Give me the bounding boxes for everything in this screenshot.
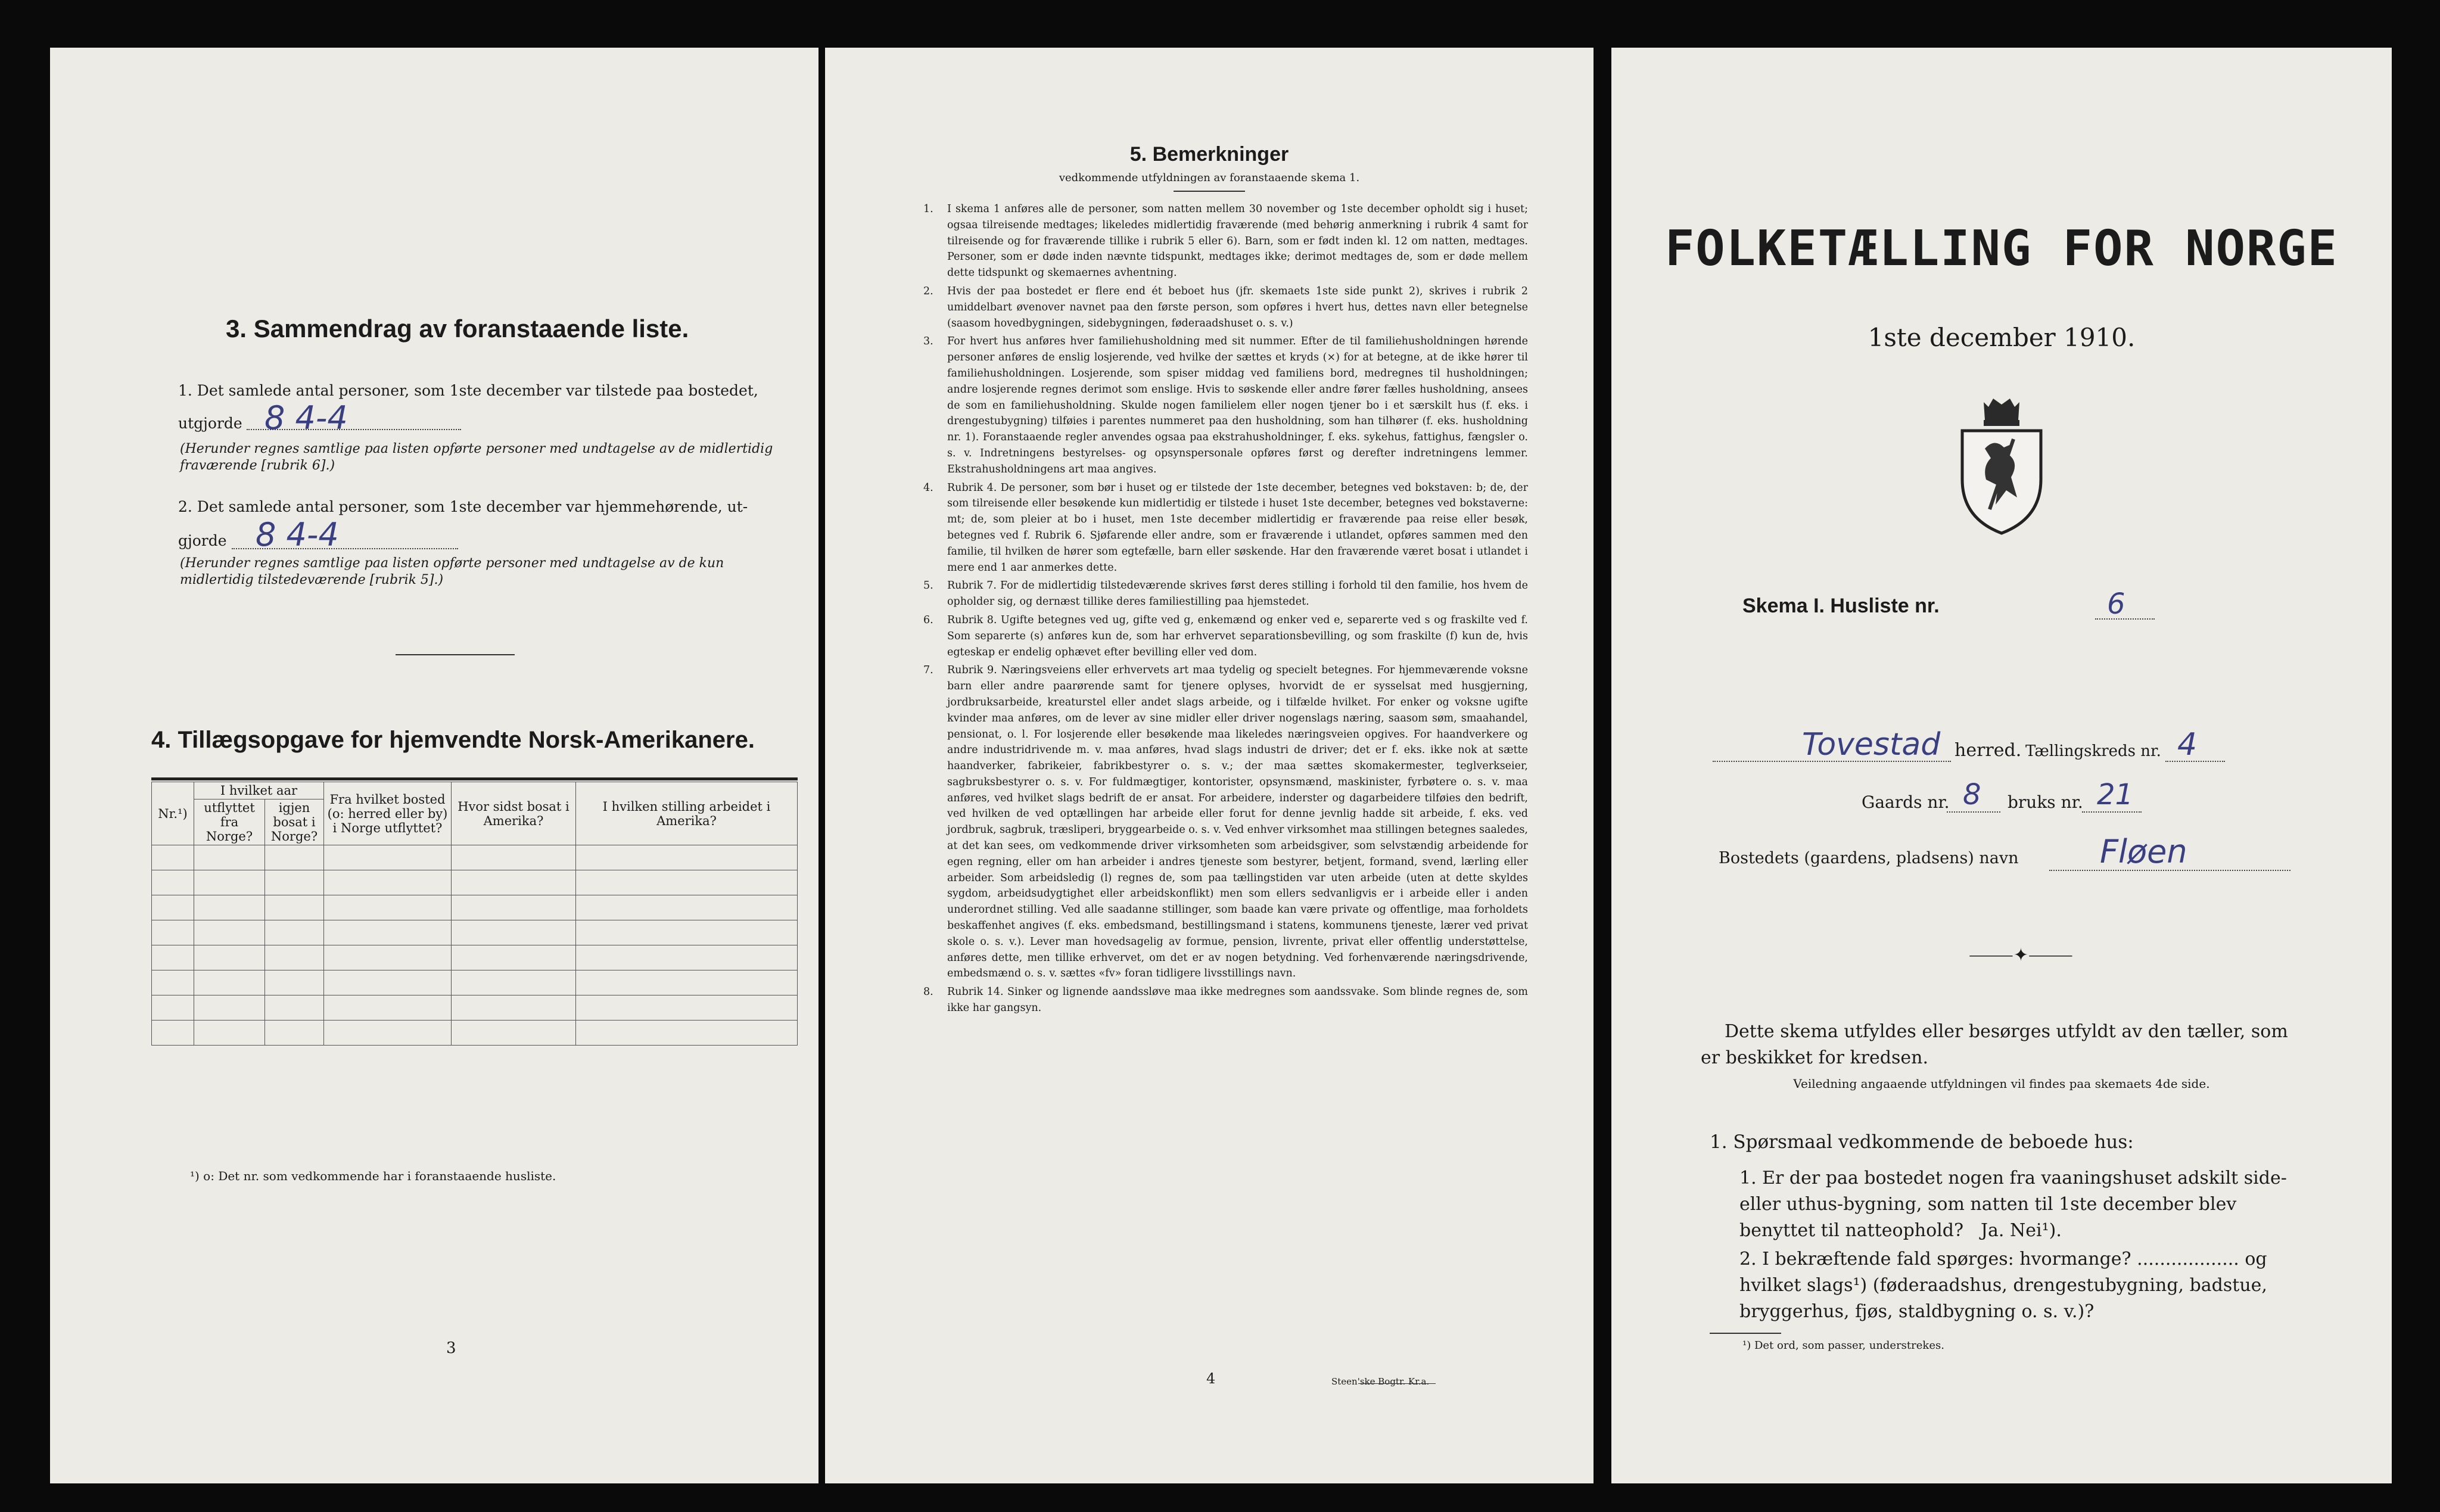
remark-number: 5. bbox=[923, 580, 933, 592]
table-row bbox=[152, 920, 798, 945]
remarks-subheading: vedkommende utfyldningen av foranstaaende skema 1. bbox=[1059, 172, 1360, 184]
herred-label: herred. bbox=[1955, 740, 2022, 761]
item1-utgjorde: utgjorde bbox=[178, 415, 242, 432]
remark-text: Rubrik 7. For de midlertidig tilstedeværende skrives først deres stilling i forhold til den familie, hos hvem de opholder sig, og dernæst tillike deres familiestilling paa hjemstedet. bbox=[947, 580, 1528, 608]
item1-text: 1. Det samlede antal personer, som 1ste december var tilstede paa bostedet, bbox=[178, 382, 758, 399]
remark-number: 1. bbox=[923, 203, 933, 215]
table-top-rule bbox=[151, 777, 798, 780]
table-footnote: ¹) o: Det nr. som vedkommende har i foranstaaende husliste. bbox=[190, 1169, 556, 1183]
page-number: 3 bbox=[446, 1339, 456, 1357]
herred-value: Tovestad bbox=[1802, 727, 1941, 763]
question-1-answer: Ja. Nei¹). bbox=[1981, 1220, 2062, 1241]
item1-value: 8 4-4 bbox=[264, 399, 348, 437]
guidance-text: Veiledning angaaende utfyldningen vil findes paa skemaets 4de side. bbox=[1793, 1077, 2210, 1091]
form-date: 1ste december 1910. bbox=[1868, 323, 2136, 352]
item2-value: 8 4-4 bbox=[256, 516, 339, 553]
gaards-line bbox=[1947, 811, 2000, 813]
gaards-label: Gaards nr. bbox=[1862, 792, 1950, 812]
col-group-year: I hvilket aar bbox=[194, 782, 324, 799]
ornament-icon: ⸻✦⸻ bbox=[1969, 945, 2073, 966]
bosted-value: Fløen bbox=[2100, 833, 2187, 870]
remark-item bbox=[923, 201, 1528, 281]
remark-text: Rubrik 9. Næringsveiens eller erhvervets art maa tydelig og specielt betegnes. For hjemmeværende voksne barn eller andre paarørende samt for tjenere oplyses, hvorvidt de er sysselsat med husgjerning, jordbruksarbeide, kreaturstel eller andet slags arbeide, og i tilfælde hvilket. For enker og voksne ugifte kvinder maa anføres, om de lever av sine midler eller driver nogenslags næring, saasom søm, smaahandel, pensionat, o. l. For losjerende eller besøkende maa likeledes næringsveien opgives. For haandverkere og andre industridrivende m. v. maa anføres, hvad slags industri de driver; det er f. eks. ikke nok at sætte haandverker, fabrikeier, fabrikbestyrer o. s. v.; der maa sættes skomakermester, teglverkseier, sagbruksbestyrer o. s. v. For fuldmægtiger, kontorister, opsynsmænd, maskinister, fyrbøtere o. s. v. maa anføres, ved hvilket slags bedrift de er ansat. For arbeidere, inderster og dagarbeidere tilføies den bedrift, ved hvilken de ved optællingen har arbeide eller forut for denne jevnlig hadde sit arbeide, f. eks. ved jordbruk, sagbruk, træsliperi, bryggearbeide o. s. v. Ved enhver virksomhet maa stillingen betegnes saaledes, at det kan sees, om vedkommende driver virksomheten som arbeidsgiver, som selvstændig arbeidende for egen regning, eller om han arbeider i andres tjeneste som bestyrer, betjent, formand, svend, lærling eller arbeider. Som arbeidsledig (l) regnes de, som paa tællingstiden var uten arbeide (uten at dette skyldes sygdom, arbeidsudygtighet eller arbeidskonflikt) men som ellers sedvanligvis er i arbeide eller i anden underordnet stilling. Ved alle saadanne stillinger, som baade kan være private og offentlige, maa forholdets beskaffenhet angives (f. eks. embedsmand, bestillingsmand i statens, kommunens tjeneste, lærer ved privat skole o. s. v.). Lever man hovedsagelig av formue, pension, livrente, privat eller offentlig understøttelse, anføres dette, men tillike erhvervet, om det er av nogen betydning. Ved forhenværende næringsdrivende, embedsmænd o. s. v. sættes «fv» foran tidligere livsstillings navn. bbox=[947, 664, 1528, 980]
table-row bbox=[152, 845, 798, 870]
remark-item bbox=[923, 612, 1528, 660]
remark-number: 7. bbox=[923, 664, 933, 677]
section4-heading: 4. Tillægsopgave for hjemvendte Norsk-Amerikanere. bbox=[151, 727, 755, 753]
page-right bbox=[1611, 48, 2392, 1483]
section3-heading: 3. Sammendrag av foranstaaende liste. bbox=[226, 315, 689, 343]
page-left bbox=[50, 48, 818, 1483]
remark-item bbox=[923, 662, 1528, 982]
col-igjen-bosat: igjen bosat i Norge? bbox=[265, 799, 324, 845]
item2-note: (Herunder regnes samtlige paa listen opførte personer med undtagelse av de kun midlertidig tilstedeværende [rubrik 5].) bbox=[180, 556, 724, 587]
question-2: 2. I bekræftende fald spørges: hvormange? .................. og hvilket slags¹) (føderaadshus, drengestubygning, badstue, bryggerhus, fjøs, staldbygning o. s. v.)? bbox=[1739, 1249, 2267, 1322]
remark-number: 3. bbox=[923, 335, 933, 348]
remark-text: Rubrik 8. Ugifte betegnes ved ug, gifte ved g, enkemænd og enker ved e, separerte ved s og fraskilte ved f. Som separerte (s) anføres kun de, som har erhvervet separationsbevilling, og som fraskilte (f) kun de, hvis egteskap er endelig ophævet efter bevilling eller ved dom. bbox=[947, 614, 1528, 658]
kreds-label: Tællingskreds nr. bbox=[2025, 742, 2161, 760]
bruks-label: bruks nr. bbox=[2008, 792, 2083, 812]
divider bbox=[1358, 1383, 1436, 1384]
remark-item bbox=[923, 984, 1528, 1016]
bosted-label: Bostedets (gaardens, pladsens) navn bbox=[1719, 849, 2019, 867]
remark-item bbox=[923, 334, 1528, 477]
remark-item bbox=[923, 578, 1528, 610]
col-nr: Nr.¹) bbox=[152, 782, 194, 845]
question-1: 1. Er der paa bostedet nogen fra vaaningshuset adskilt side- eller uthus-bygning, som natten til 1ste december blev benyttet til natteophold? bbox=[1739, 1168, 2287, 1241]
kreds-value: 4 bbox=[2177, 727, 2198, 763]
remark-text: Rubrik 4. De personer, som bør i huset og er tilstede der 1ste december, betegnes ved bokstaven: b; de, der som tilreisende eller besøkende kun midlertidig er tilstede i huset 1ste december, betegnes ved bokstaverne: mt; de, som pleier at bo i huset, men 1ste december midlertidig er fraværende paa reise eller besøk, betegnes ved f. Rubrik 6. Sjøfarende eller andre, som er fraværende i utlandet, opføres sammen med den familie, til hvilken de hører som egtefælle, barn eller søskende. Har den fraværende været bosat i utlandet i mere end 1 aar anmerkes dette. bbox=[947, 481, 1528, 574]
col-stilling: I hvilken stilling arbeidet i Amerika? bbox=[576, 782, 798, 845]
remark-text: Hvis der paa bostedet er flere end ét beboet hus (jfr. skemaets 1ste side punkt 2), skrives i rubrik 2 umiddelbart øvenover navnet paa den første person, som opføres i hvert hus, dettes navn eller betegnelse (saasom hovedbygningen, sidebygningen, føderaadshuset o. s. v.) bbox=[947, 285, 1528, 329]
bruks-line bbox=[2082, 811, 2142, 813]
remark-text: Rubrik 14. Sinker og lignende aandssløve maa ikke medregnes som aandssvake. Som blinde regnes de, som ikke har gangsyn. bbox=[947, 986, 1528, 1015]
questions-heading: 1. Spørsmaal vedkommende de beboede hus: bbox=[1710, 1131, 2134, 1153]
form-title: FOLKETÆLLING FOR NORGE bbox=[1664, 220, 2339, 277]
gaards-value: 8 bbox=[1963, 778, 1981, 811]
divider bbox=[1174, 191, 1245, 192]
remark-number: 4. bbox=[923, 481, 933, 494]
printer-mark: Steen'ske Bogtr. Kr.a. bbox=[1331, 1376, 1430, 1387]
item2-utgjorde: gjorde bbox=[178, 532, 227, 549]
remark-item bbox=[923, 480, 1528, 576]
col-hvor-bosat: Hvor sidst bosat i Amerika? bbox=[452, 782, 576, 845]
table-row bbox=[152, 1021, 798, 1046]
divider bbox=[1710, 1333, 1781, 1334]
page-middle bbox=[825, 48, 1594, 1483]
remark-number: 8. bbox=[923, 986, 933, 998]
skema-label: Skema I. Husliste nr. bbox=[1742, 595, 1940, 617]
remarks-heading: 5. Bemerkninger bbox=[1129, 143, 1289, 166]
bruks-value: 21 bbox=[2097, 778, 2134, 811]
col-utflyttet: utflyttet fra Norge? bbox=[194, 799, 265, 845]
table-row bbox=[152, 970, 798, 995]
remark-text: I skema 1 anføres alle de personer, som natten mellem 30 november og 1ste december opholdt sig i huset; ogsaa tilreisende medtages; likeledes midlertidig fraværende (med behørig anmerkning i rubrik 4 samt for tilreisende og for fraværende tillike i rubrik 5 eller 6). Barn, som er født inden kl. 12 om natten, medtages. Personer, som er døde inden nævnte tidspunkt, medtages ikke; derimot medtages de, som er døde mellem dette tidspunkt og skemaernes avhentning. bbox=[947, 203, 1528, 279]
item2-text: 2. Det samlede antal personer, som 1ste december var hjemmehørende, ut- bbox=[178, 498, 748, 515]
husliste-nr: 6 bbox=[2107, 587, 2125, 621]
table-row bbox=[152, 895, 798, 920]
table-row bbox=[152, 945, 798, 970]
remark-text: For hvert hus anføres hver familiehusholdning med sit nummer. Efter de til familiehusholdningen hørende personer anføres de enslig losjerende, ved hvilke der sættes et kryds (×) for at betegne, at de ikke hører til familiehusholdningen. Losjerende, som spiser middag ved familiens bord, medregnes til husholdningen; andre losjerende regnes derimot som enslige. Hvis to søskende eller andre fører fælles husholdning, ansees de som en familiehusholdning. Skulde nogen familielem eller nogen tjener bo i et særskilt hus (f. eks. i drengestubygning) tilføies i parentes nummeret paa den husholdning, som han tilhører (f. eks. husholdning nr. 1). Foranstaaende regler anvendes ogsaa paa ekstrahusholdninger, f. eks. sykehus, fattighus, fængsler o. s. v. Indretningens bestyrelses- og opsynspersonale opføres først og derefter indretningens lemmer. Ekstrahusholdningens art maa angives. bbox=[947, 335, 1528, 475]
col-fra-bosted: Fra hvilket bosted (o: herred eller by) i Norge utflyttet? bbox=[324, 782, 452, 845]
remark-item bbox=[923, 284, 1528, 331]
remark-number: 2. bbox=[923, 285, 933, 297]
page-number: 4 bbox=[1206, 1370, 1216, 1387]
table-row bbox=[152, 870, 798, 895]
intro-text: Dette skema utfyldes eller besørges utfyldt av den tæller, som er beskikket for kredsen. bbox=[1701, 1021, 2288, 1068]
divider bbox=[396, 654, 515, 655]
item1-note: (Herunder regnes samtlige paa listen opførte personer med undtagelse av de midlertidig fraværende [rubrik 6].) bbox=[180, 441, 773, 473]
table-row bbox=[152, 995, 798, 1021]
remarks-list bbox=[923, 201, 1528, 1019]
page-footnote: ¹) Det ord, som passer, understrekes. bbox=[1742, 1339, 1944, 1352]
norsk-amerikanere-table bbox=[151, 782, 798, 1046]
coat-of-arms-icon bbox=[1954, 396, 2049, 536]
remark-number: 6. bbox=[923, 614, 933, 626]
